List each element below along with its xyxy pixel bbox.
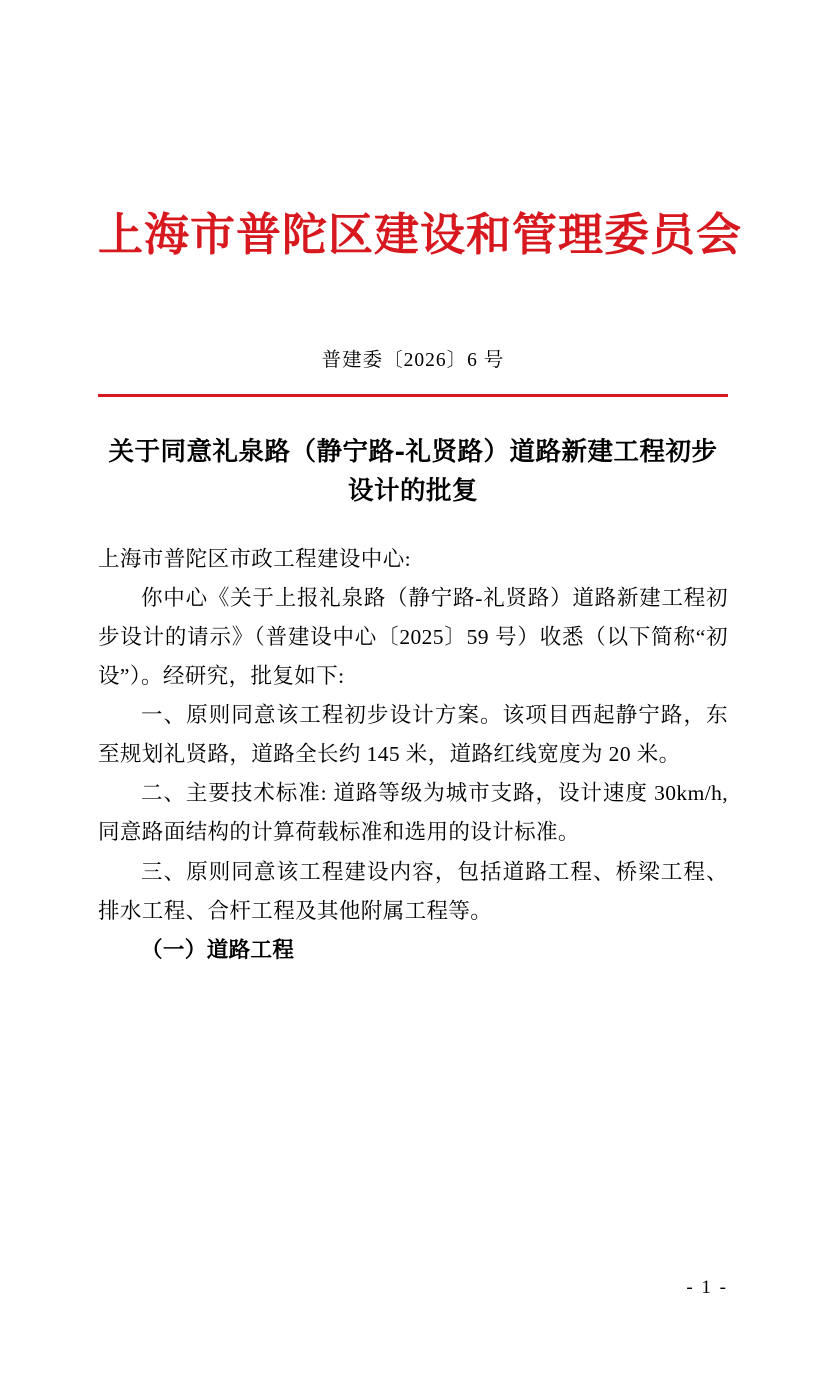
header-divider (98, 394, 728, 397)
body-paragraph-4: 三、原则同意该工程建设内容，包括道路工程、桥梁工程、排水工程、合杆工程及其他附属工程等。 (98, 859, 728, 923)
section-heading-road-works: （一）道路工程 (141, 937, 295, 963)
recipient-line: 上海市普陀区市政工程建设中心: (98, 546, 411, 571)
document-subject: 关于同意礼泉路（静宁路-礼贤路）道路新建工程初步设计的批复 (108, 436, 718, 507)
document-body (98, 540, 728, 970)
document-page (0, 208, 826, 1377)
document-number: 普建委〔2026〕6 号 (321, 350, 505, 371)
body-paragraph-1: 你中心《关于上报礼泉路（静宁路-礼贤路）道路新建工程初步设计的请示》（普建设中心〔2025〕59 号）收悉（以下简称“初设”）。经研究，批复如下: (98, 585, 728, 688)
page-title: 上海市普陀区建设和管理委员会 (98, 208, 743, 261)
body-paragraph-3: 二、主要技术标准: 道路等级为城市支路，设计速度 30km/h, 同意路面结构的计算荷载标准和选用的设计标准。 (98, 781, 728, 845)
body-paragraph-2: 一、原则同意该工程初步设计方案。该项目西起静宁路，东至规划礼贤路，道路全长约 145 米，道路红线宽度为 20 米。 (98, 703, 728, 767)
page-number: - 1 - (686, 1277, 728, 1298)
